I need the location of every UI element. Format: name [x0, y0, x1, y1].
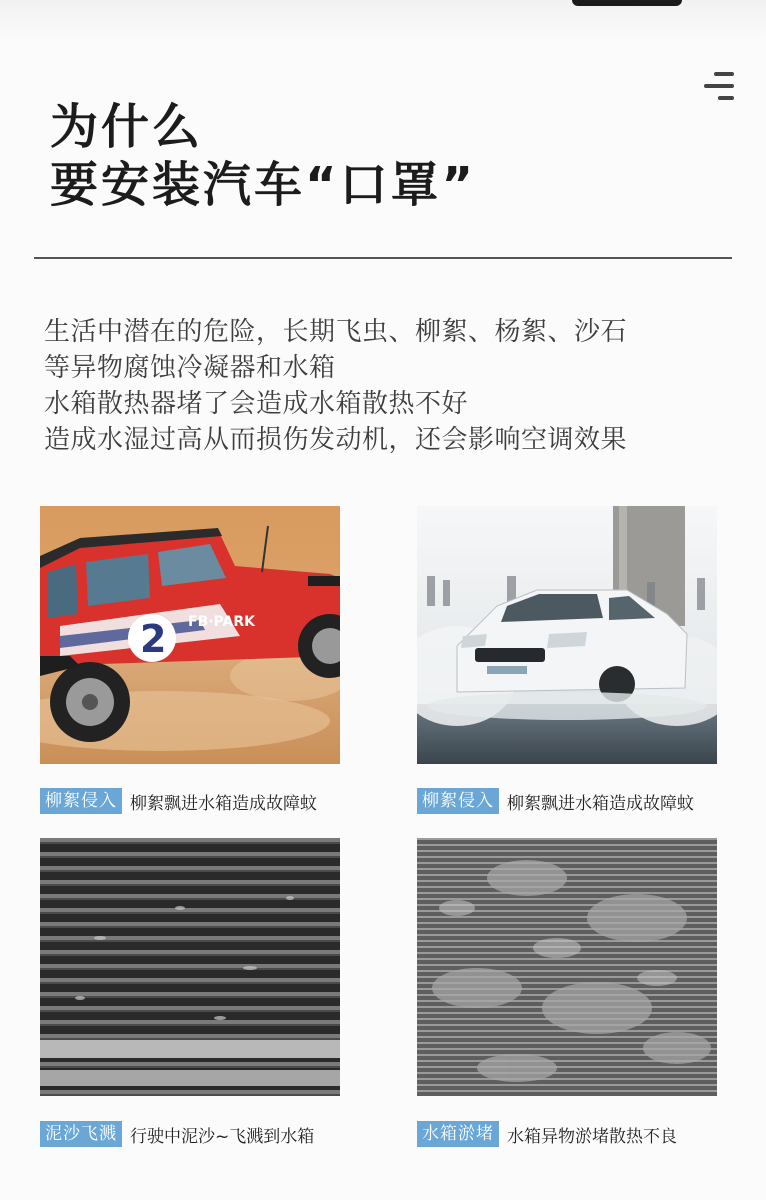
caption-tag: 水箱淤堵: [417, 1121, 499, 1147]
caption-1: [40, 787, 317, 815]
description-line-1: 生活中潜在的危险，长期飞虫、柳絮、杨絮、沙石: [44, 317, 628, 347]
radiator-mud-photo: [40, 838, 340, 1096]
caption-4: [417, 1120, 677, 1148]
title-line-2: 要安装汽车“口罩”: [50, 157, 477, 213]
caption-text: 柳絮飘进水箱造成故障蚊: [130, 793, 317, 814]
caption-tag: 泥沙飞溅: [40, 1121, 122, 1147]
page-title: [50, 98, 476, 214]
description-line-4: 造成水湿过高从而损伤发动机，还会影响空调效果: [44, 425, 628, 455]
description-line-2: 等异物腐蚀冷凝器和水箱: [44, 353, 336, 383]
corner-decoration: [0, 0, 32, 42]
caption-2: [417, 787, 694, 815]
caption-tag: 柳絮侵入: [40, 788, 122, 814]
caption-text: 柳絮飘进水箱造成故障蚊: [507, 793, 694, 814]
description-line-3: 水箱散热器堵了会造成水箱散热不好: [44, 389, 469, 419]
divider: [34, 257, 732, 259]
decal-brand: FB·PARK: [188, 614, 255, 630]
car-water-photo: [417, 506, 717, 764]
description: [44, 314, 627, 458]
decal-number: 2: [140, 617, 167, 661]
caption-3: [40, 1120, 314, 1148]
caption-text: 水箱异物淤堵散热不良: [507, 1126, 677, 1147]
top-bar: [0, 0, 766, 40]
caption-text: 行驶中泥沙~飞溅到水箱: [130, 1126, 315, 1147]
caption-tag: 柳絮侵入: [417, 788, 499, 814]
radiator-clogged-photo: [417, 838, 717, 1096]
top-decoration: [572, 0, 682, 6]
jeep-desert-photo: [40, 506, 340, 764]
menu-icon[interactable]: [702, 70, 736, 104]
title-line-1: 为什么: [50, 99, 204, 155]
